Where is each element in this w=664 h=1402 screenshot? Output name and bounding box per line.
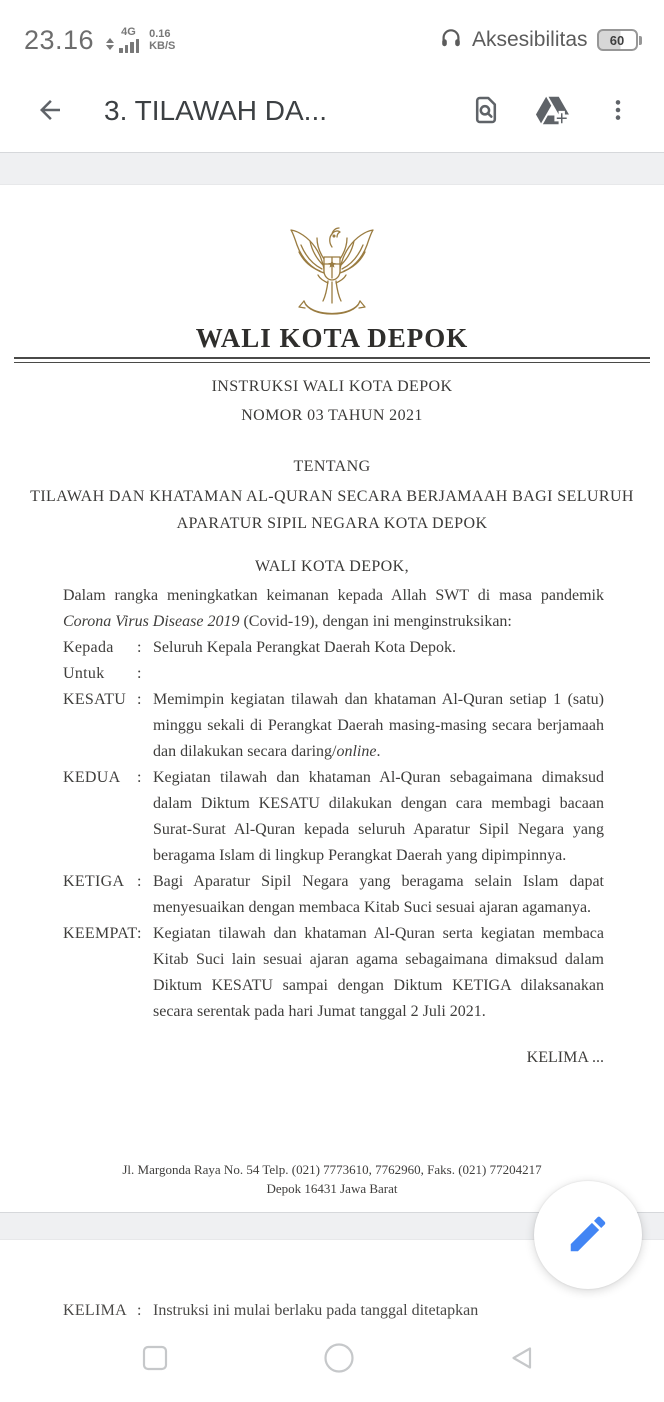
battery-indicator <box>597 29 643 51</box>
overflow-menu-button[interactable] <box>594 87 642 135</box>
find-in-document-icon <box>470 94 502 129</box>
document-title: 3. TILAWAH DA... <box>104 95 328 126</box>
subject-line2: APARATUR SIPIL NEGARA KOTA DEPOK <box>176 514 488 532</box>
footer-city: Depok 16431 Jawa Barat <box>266 1181 398 1196</box>
doc-title-line1: INSTRUKSI WALI KOTA DEPOK <box>211 377 453 395</box>
app-toolbar <box>0 70 664 152</box>
continuation-marker: KELIMA ... <box>526 1048 604 1066</box>
recents-button[interactable] <box>137 1341 173 1377</box>
back-nav-button[interactable] <box>504 1341 540 1377</box>
network-activity-icon <box>106 38 114 50</box>
drive-add-icon <box>534 92 570 131</box>
kepada-row: Kepada : Seluruh Kepala Perangkat Daerah Kota Depok. <box>63 638 456 656</box>
footer-address: Jl. Margonda Raya No. 54 Telp. (021) 7773610, 7762960, Faks. (021) 77204217 <box>122 1162 542 1177</box>
preamble-italic: Corona Virus Disease 2019 <box>63 612 240 630</box>
doc-title-line2: NOMOR 03 TAHUN 2021 <box>241 406 423 424</box>
diktum-kedua: KEDUA : Kegiatan tilawah dan khataman Al-Quran sebagaimana dimaksud dalam Diktum KESATU dilakukan dengan cara membagi bacaan Surat-Surat Al-Quran kepada seluruh Aparatur Sipil Negara yang beragama Islam di lingkup Perangkat Daerah yang dipimpinnya. <box>63 768 604 864</box>
data-rate-value: 0.16 <box>149 28 171 40</box>
garuda-emblem <box>0 221 664 321</box>
edit-fab-button[interactable] <box>534 1181 642 1289</box>
pdf-page-1[interactable] <box>0 185 664 1212</box>
android-navigation-bar <box>0 1330 664 1402</box>
status-bar <box>0 0 664 70</box>
home-circle-icon <box>322 1341 356 1378</box>
network-indicator <box>106 27 175 53</box>
diktum-kelima: KELIMA : Instruksi ini mulai berlaku pada tanggal ditetapkan <box>63 1302 479 1319</box>
untuk-row: Untuk : <box>63 664 142 682</box>
more-vert-icon <box>605 97 631 126</box>
back-triangle-icon <box>507 1343 537 1376</box>
pencil-icon <box>565 1211 611 1260</box>
data-rate <box>149 28 175 52</box>
data-rate-unit: KB/S <box>149 40 176 52</box>
page-gap-top <box>0 152 664 185</box>
diktum-kesatu: KESATU : Memimpin kegiatan tilawah dan khataman Al-Quran setiap 1 (satu) minggu sekali di Perangkat Daerah masing-masing secara berjamaah dan dilakukan secara daring/online. <box>63 690 604 760</box>
agency-title: WALI KOTA DEPOK <box>195 323 469 353</box>
back-button[interactable] <box>26 87 74 135</box>
home-button[interactable] <box>321 1341 357 1377</box>
accessibility-label: Aksesibilitas <box>471 28 588 51</box>
diktum-keempat: KEEMPAT : Kegiatan tilawah dan khataman Al-Quran serta kegiatan membaca Kitab Suci lain sesuai ajaran agama sebagaimana dimaksud dalam Diktum KESATU sampai dengan Diktum KETIGA dilaksanakan secara serentak pada hari Jumat tanggal 2 Juli 2021. <box>63 924 604 1020</box>
battery-icon <box>597 29 638 51</box>
find-in-document-button[interactable] <box>462 87 510 135</box>
preamble-paragraph: Dalam rangka meningkatkan keimanan kepada Allah SWT di masa pandemik Corona Virus Disease 2019 (Covid-19), dengan ini menginstruksikan: <box>63 586 604 630</box>
signal-bars-icon <box>119 39 139 53</box>
subject-line1: TILAWAH DAN KHATAMAN AL-QURAN SECARA BERJAMAAH BAGI SELURUH <box>30 487 634 505</box>
clock: 23.16 <box>24 24 95 55</box>
network-type-label: 4G <box>121 26 136 38</box>
arrow-back-icon <box>35 95 65 128</box>
recents-square-icon <box>140 1343 170 1376</box>
tentang-label: TENTANG <box>293 457 371 475</box>
header-rule <box>14 357 650 363</box>
add-to-drive-button[interactable] <box>528 87 576 135</box>
headset-icon <box>439 26 463 55</box>
battery-percent: 60 <box>609 32 625 48</box>
salutation: WALI KOTA DEPOK, <box>255 557 409 575</box>
diktum-ketiga: KETIGA : Bagi Aparatur Sipil Negara yang beragama selain Islam dapat menyesuaikan dengan membaca Kitab Suci sesuai ajaran agamanya. <box>63 872 604 916</box>
